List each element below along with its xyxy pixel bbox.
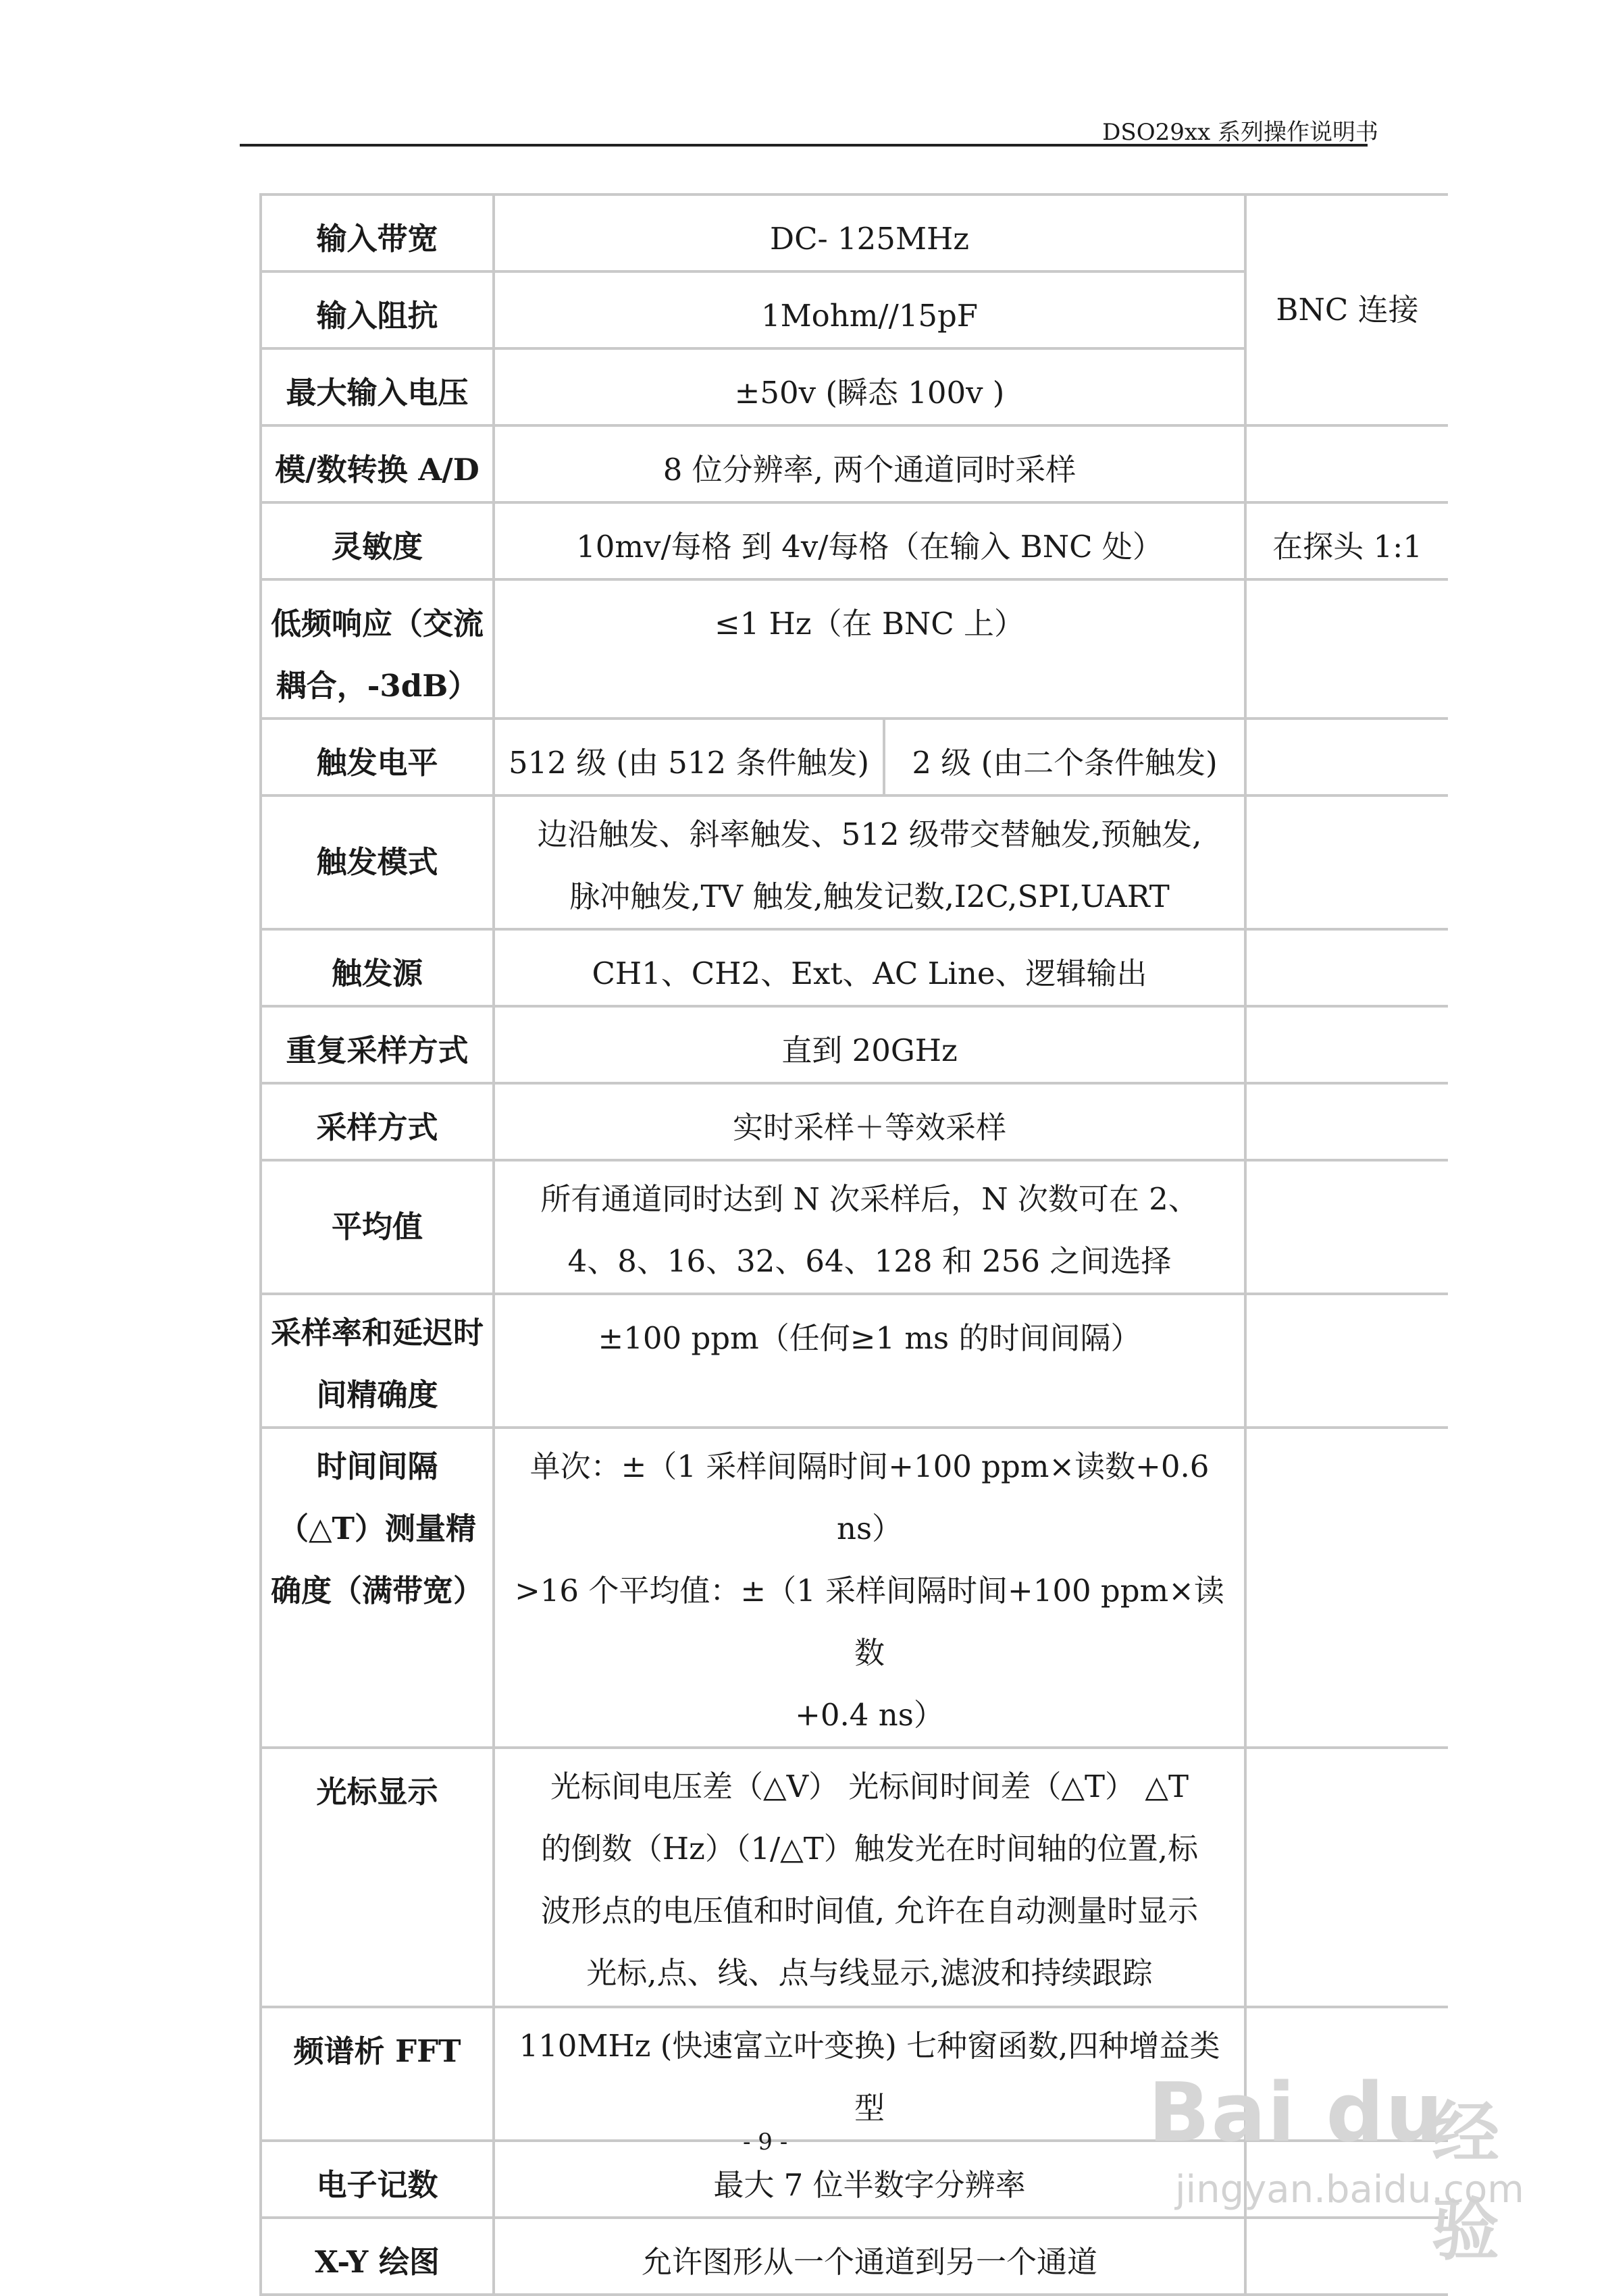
row-label: 触发电平 bbox=[261, 719, 494, 795]
table-row bbox=[261, 1428, 1448, 1748]
row-value: ≤1 Hz（在 BNC 上） bbox=[494, 579, 1245, 719]
row-label: 频谱析 FFT bbox=[261, 2007, 494, 2141]
watermark-brand: Bai du bbox=[1148, 2066, 1445, 2160]
table-row bbox=[261, 1294, 1448, 1428]
row-label: 输入带宽 bbox=[261, 194, 494, 271]
row-value bbox=[494, 795, 1245, 929]
row-label: 平均值 bbox=[261, 1160, 494, 1294]
row-value bbox=[494, 1160, 1245, 1294]
row-value: 1Mohm//15pF bbox=[494, 271, 1245, 348]
table-row bbox=[261, 1006, 1448, 1083]
row-value bbox=[494, 1748, 1245, 2007]
row-note bbox=[1245, 425, 1448, 502]
table-row bbox=[261, 719, 1448, 795]
row-note bbox=[1245, 795, 1448, 929]
table-row bbox=[261, 579, 1448, 719]
row-note bbox=[1245, 1083, 1448, 1160]
row-value-line: 单次：±（1 采样间隔时间+100 ppm×读数+0.6 ns） bbox=[529, 1449, 1210, 1546]
row-value-line: 4、8、16、32、64、128 和 256 之间选择 bbox=[567, 1243, 1172, 1279]
row-value-line: >16 个平均值：±（1 采样间隔时间+100 ppm×读数 bbox=[515, 1573, 1224, 1671]
row-value: ±100 ppm（任何≥1 ms 的时间间隔） bbox=[494, 1294, 1245, 1428]
row-note bbox=[1245, 929, 1448, 1006]
row-note: 在探头 1:1 bbox=[1245, 502, 1448, 579]
row-value-line: +0.4 ns） bbox=[795, 1697, 944, 1733]
row-value: DC- 125MHz bbox=[494, 194, 1245, 271]
watermark-logo bbox=[1148, 2066, 1553, 2270]
row-label: 触发源 bbox=[261, 929, 494, 1006]
row-label bbox=[261, 1294, 494, 1428]
row-note bbox=[1245, 1294, 1448, 1428]
row-label-line: （△T）测量精 bbox=[278, 1511, 477, 1546]
row-value: CH1、CH2、Ext、AC Line、逻辑输出 bbox=[494, 929, 1245, 1006]
table-row bbox=[261, 929, 1448, 1006]
row-label: 重复采样方式 bbox=[261, 1006, 494, 1083]
table-row bbox=[261, 795, 1448, 929]
row-label bbox=[261, 579, 494, 719]
document-header-title: DSO29xx 系列操作说明书 bbox=[1102, 119, 1378, 146]
row-note bbox=[1245, 579, 1448, 719]
table-row bbox=[261, 1083, 1448, 1160]
row-note bbox=[1245, 1006, 1448, 1083]
row-label: 光标显示 bbox=[261, 1748, 494, 2007]
table-row bbox=[261, 1160, 1448, 1294]
row-note: BNC 连接 bbox=[1245, 194, 1448, 425]
row-label-line: 时间间隔 bbox=[316, 1449, 438, 1484]
row-label-line: 低频响应（交流 bbox=[270, 606, 484, 642]
row-value: 10mv/每格 到 4v/每格（在输入 BNC 处） bbox=[494, 502, 1245, 579]
row-value-line: 光标间电压差（△V） 光标间时间差（△T） △T bbox=[550, 1769, 1189, 1804]
table-row bbox=[261, 425, 1448, 502]
row-value: ±50v (瞬态 100v ) bbox=[494, 348, 1245, 425]
row-label: 灵敏度 bbox=[261, 502, 494, 579]
row-value-line: 边沿触发、斜率触发、512 级带交替触发,预触发, bbox=[537, 816, 1202, 852]
row-label: 电子记数 bbox=[261, 2141, 494, 2218]
row-label-line: 间精确度 bbox=[316, 1377, 438, 1413]
row-note bbox=[1245, 1748, 1448, 2007]
row-value bbox=[494, 1428, 1245, 1748]
row-label: 模/数转换 A/D bbox=[261, 425, 494, 502]
row-value: 允许图形从一个通道到另一个通道 bbox=[494, 2218, 1245, 2295]
row-value-line: 型 bbox=[854, 2090, 885, 2126]
table-row bbox=[261, 502, 1448, 579]
row-label: 输入阻抗 bbox=[261, 271, 494, 348]
row-note bbox=[1245, 719, 1448, 795]
table-row bbox=[261, 194, 1448, 271]
row-value-b: 2 级 (由二个条件触发) bbox=[884, 719, 1245, 795]
row-value-a: 512 级 (由 512 条件触发) bbox=[494, 719, 884, 795]
row-label bbox=[261, 1428, 494, 1748]
row-value: 直到 20GHz bbox=[494, 1006, 1245, 1083]
row-value-line: 的倒数（Hz）（1/△T）触发光在时间轴的位置,标 bbox=[540, 1831, 1199, 1867]
row-value-line: 110MHz (快速富立叶变换) 七种窗函数,四种增益类 bbox=[519, 2028, 1220, 2064]
row-value-line: 脉冲触发,TV 触发,触发记数,I2C,SPI,UART bbox=[569, 879, 1170, 914]
row-value-line: 光标,点、线、点与线显示,滤波和持续跟踪 bbox=[586, 1955, 1153, 1991]
row-value bbox=[494, 2007, 1245, 2141]
row-value: 8 位分辨率, 两个通道同时采样 bbox=[494, 425, 1245, 502]
page-number: - 9 - bbox=[743, 2129, 788, 2156]
row-value: 实时采样＋等效采样 bbox=[494, 1083, 1245, 1160]
row-note bbox=[1245, 1428, 1448, 1748]
row-label: 最大输入电压 bbox=[261, 348, 494, 425]
table-row bbox=[261, 1748, 1448, 2007]
watermark-brand-cn: 经验 bbox=[1432, 2093, 1499, 2270]
watermark-url: jingyan.baidu.com bbox=[1175, 2168, 1524, 2212]
row-value-line: 波形点的电压值和时间值, 允许在自动测量时显示 bbox=[540, 1893, 1199, 1929]
row-note bbox=[1245, 1160, 1448, 1294]
row-value: 最大 7 位半数字分辨率 bbox=[494, 2141, 1245, 2218]
row-label-line: 确度（满带宽） bbox=[270, 1573, 484, 1609]
row-label: X-Y 绘图 bbox=[261, 2218, 494, 2295]
row-label-line: 采样率和延迟时 bbox=[270, 1315, 484, 1351]
header-rule bbox=[240, 144, 1368, 147]
row-label: 采样方式 bbox=[261, 1083, 494, 1160]
row-label: 触发模式 bbox=[261, 795, 494, 929]
row-value-line: 所有通道同时达到 N 次采样后，N 次数可在 2、 bbox=[540, 1181, 1199, 1217]
spec-table bbox=[259, 193, 1448, 2296]
row-label-line: 耦合，-3dB） bbox=[276, 668, 479, 704]
